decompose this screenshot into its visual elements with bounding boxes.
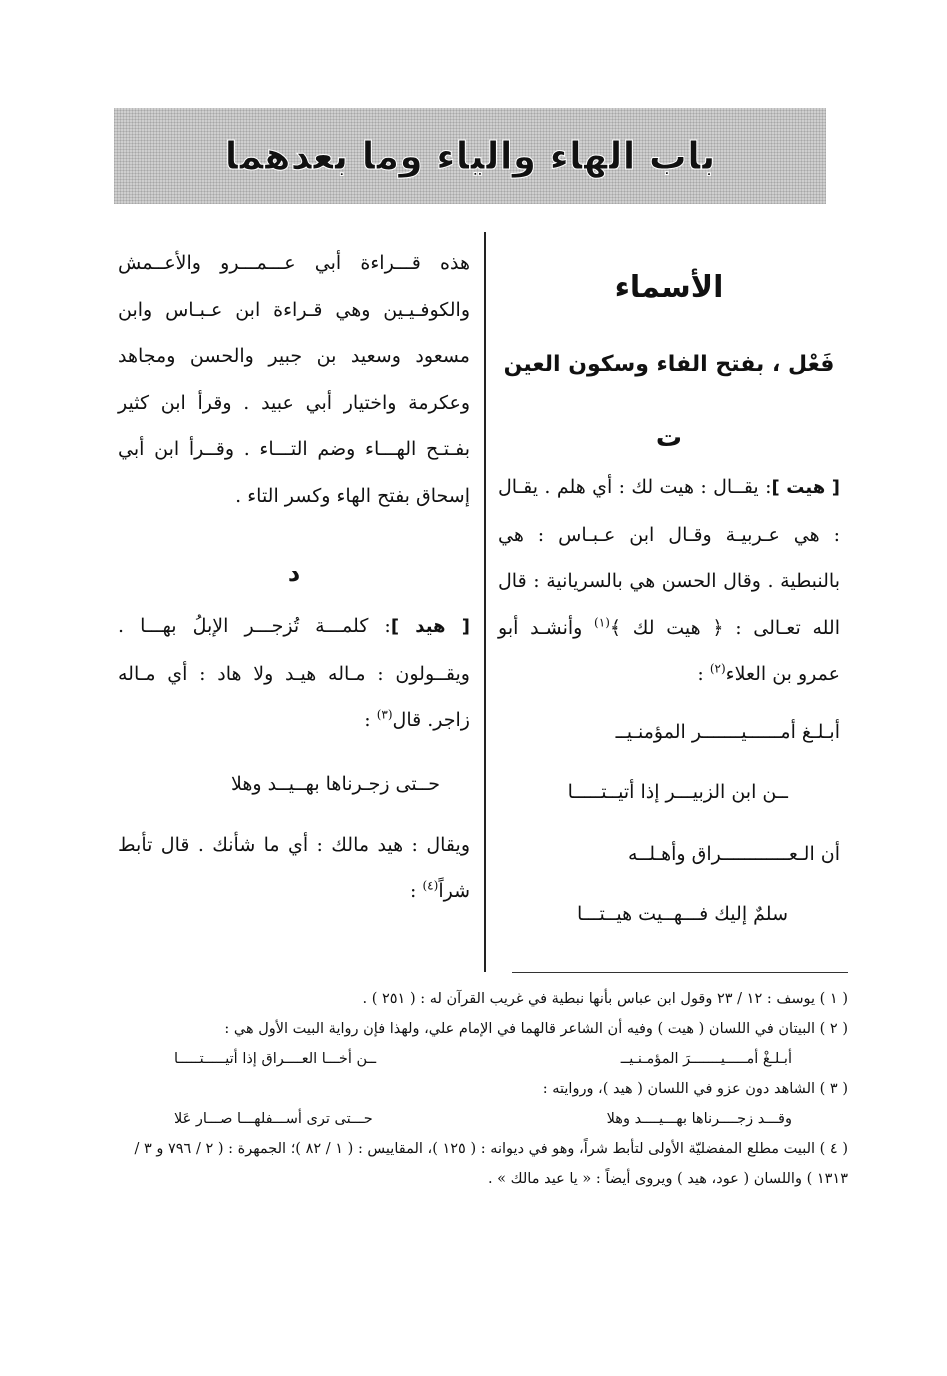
- entry-hayd: [118, 603, 470, 744]
- reading-paragraph: هذه قـــراءة أبي عـــمـــرو والأعــمش والكوفـيـين وهي قـراءة ابن عـبـاس وابن مسعود وسعيد بن جبير والحسن ومجاهد وعكرمة واختيار أبي عبيد . وقرأ ابن كثير بفـتـح الهـــاء وضم التـــاء . وقــرأ ابن أبي إسحاق بفتح الهاء وكسر التاء .: [118, 252, 470, 507]
- footnotes: [100, 984, 848, 1194]
- section-title: الأسماء: [614, 270, 724, 305]
- letter-heading-ta: ت: [655, 423, 683, 453]
- footnote-3-verse-b: حـــتى ترى أســـفلهـــا صـــار عَلا: [174, 1111, 373, 1127]
- footnote-rule: [512, 972, 848, 973]
- entry-text-hayt: : يقــال : هيت لك : أي هلم . يقـال : هي عـربيـة وقـال ابن عـبـاس : هي بالنبطية . وقال الحسن هي بالسريانية : قال الله تعـالى : ﴿ هيت لك ﴾: [498, 476, 840, 639]
- entry-text-hayd: : كلمـــة تُزجـــر الإبلُ بهـــا . ويقــولون : مـاله هيـد ولا هاد : أي مـاله زاجر. قال: [118, 615, 470, 731]
- footnote-1: ( ١ ) يوسف : ١٢ / ٢٣ وقول ابن عباس بأنها نبطية في غريب القرآن له : ( ٢٥١ ) .: [362, 991, 848, 1007]
- left-column: [118, 240, 470, 915]
- footnote-2-verse-a: أبـلـغْ أمـــــيـــــــرَ المؤمـنـيــ: [620, 1051, 792, 1067]
- footnote-3-verse: [100, 1104, 848, 1134]
- footnote-ref-4: (٤): [422, 878, 439, 893]
- verse-line-2a: أن الـعــــــــــــراق وأهـلــه: [627, 842, 840, 865]
- footnote-4: ( ٤ ) البيت مطلع المفضليّة الأولى لتأبط شراً، وهو في ديوانه : ( ١٢٥ )، المقاييس : ( ١ / ٨٢ )؛ الجمهرة : ( ٢ / ٧٩٦ و ٣ / ١٣١٣ ) واللسان ( عود، هيد ) ويروى أيضاً : « يا عيد مالك » .: [134, 1141, 848, 1187]
- verse-line-2b: سلمٌ إليك فـــهــيت هيــتـــا: [577, 902, 788, 925]
- chapter-banner: [114, 108, 826, 204]
- footnote-3-verse-a: وقـــد زجــــرناها بهـــيــــد وهلا: [606, 1111, 792, 1127]
- chapter-title: باب الهاء والياء وما بعدهما: [224, 134, 716, 178]
- tabbata-paragraph: [118, 822, 470, 915]
- footnote-2: ( ٢ ) البيتان في اللسان ( هيت ) وفيه أن الشاعر قالهما في الإمام علي، ولهذا فإن رواية البيت الأول هي :: [224, 1021, 848, 1037]
- entry-head-hayt: [ هيت ]: [771, 477, 840, 498]
- letter-heading-dal: د: [287, 559, 301, 587]
- footnote-ref-2: (٢): [709, 661, 726, 676]
- footnote-ref-1: (١): [594, 615, 610, 630]
- entry-hayt: [498, 464, 840, 698]
- column-divider: [484, 232, 486, 972]
- entry-text-hayt-2: وأنشـد أبو عمرو بن العلاء: [498, 616, 840, 685]
- footnote-2-verse: [100, 1044, 848, 1074]
- verse-line-1a: أبـلـغ أمــــــيـــــــر المؤمنـيــ: [615, 720, 840, 743]
- right-column: [498, 240, 840, 934]
- tabbata-text-end: :: [410, 880, 423, 902]
- tabbata-text: ويقال : هيد مالك : أي ما شأنك . قال تأبط شراً: [118, 833, 470, 902]
- entry-text-hayt-3: :: [697, 663, 710, 685]
- pattern-title: فَعْل ، بفتح الفاء وسكون العين: [503, 352, 835, 377]
- verse-line-1b: ــن ابن الزبيـــر إذا أتيــتـــــا: [567, 780, 788, 803]
- footnote-ref-3: (٣): [376, 707, 393, 722]
- footnote-2-verse-b: ــن أخـــا العــــراق إذا أتيـــــتـــــا: [174, 1051, 377, 1067]
- verse-hayd: حــتى زجـرناها بهــيــد وهلا: [231, 772, 440, 795]
- entry-head-hayd: [ هيد ]: [390, 616, 470, 637]
- footnote-3: ( ٣ ) الشاهد دون عزو في اللسان ( هيد )، وروايته :: [542, 1081, 848, 1097]
- entry-text-hayd-end: :: [364, 709, 377, 731]
